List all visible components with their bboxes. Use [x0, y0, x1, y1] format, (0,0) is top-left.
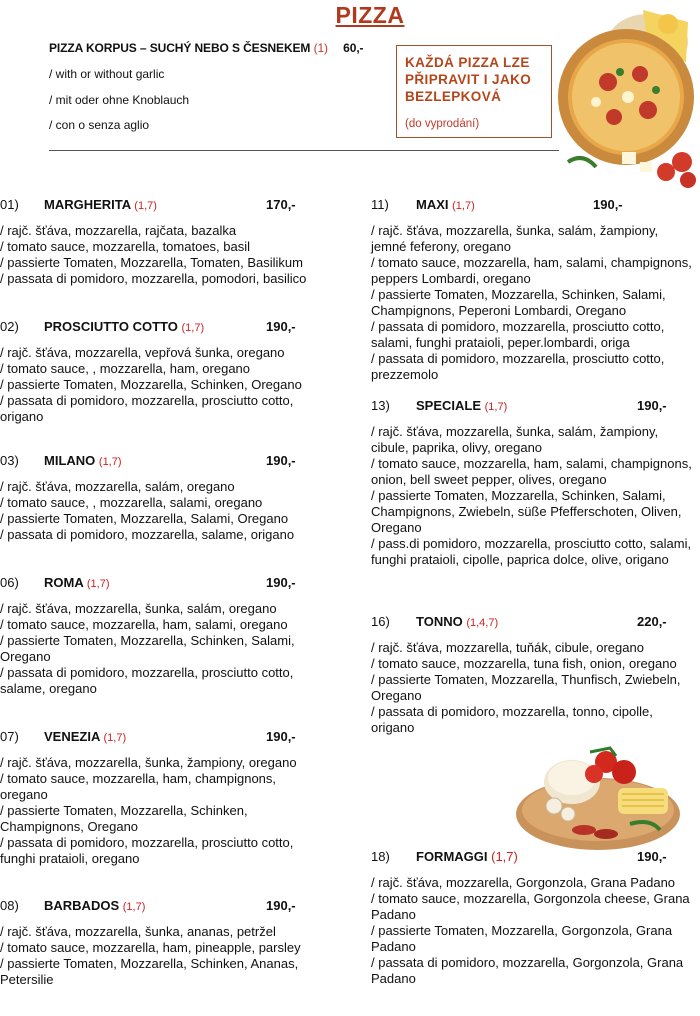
- item-description: / rajč. šťáva, mozzarella, tuňák, cibule, oregano / tomato sauce, mozzarella, tuna fish, onion, oregano / passierte Tomaten, Mozzarella, Thunfisch, Zwiebeln, Oregano / passata di pomidoro, mozzarella, tonno, cipolle, origano: [371, 640, 681, 735]
- item-number: 02): [0, 319, 19, 334]
- item-number: 08): [0, 898, 19, 913]
- item-number: 03): [0, 453, 19, 468]
- item-description: / rajč. šťáva, mozzarella, Gorgonzola, Grana Padano / tomato sauce, mozzarella, Gorgonzola cheese, Grana Padano / passierte Tomaten, Mozzarella, Gorgonzola, Grana Padano / passata di pomidoro, mozzarella, Gorgonzola, Grana Padano: [371, 875, 690, 986]
- gluten-free-note: (do vyprodání): [405, 118, 480, 130]
- item-price: 190,-: [637, 398, 667, 413]
- item-allergens: (1,7): [122, 901, 146, 913]
- item-price: 190,-: [266, 898, 296, 913]
- item-price: 190,-: [637, 849, 667, 864]
- crust-allergens: (1): [313, 41, 328, 55]
- item-allergens: (1,7): [134, 200, 157, 212]
- item-number: 07): [0, 729, 19, 744]
- item-allergens: (1,7): [98, 456, 122, 468]
- item-name: VENEZIA (1,7): [44, 729, 127, 744]
- pizza-photo-icon: [548, 2, 700, 192]
- item-number: 18): [371, 849, 390, 864]
- item-price: 220,-: [637, 614, 667, 629]
- item-allergens: (1,7): [86, 578, 110, 590]
- header-divider: [49, 150, 559, 151]
- item-description: / rajč. šťáva, mozzarella, šunka, ananas, petržel / tomato sauce, mozzarella, ham, pineapple, parsley / passierte Tomaten, Mozzarella, Schinken, Ananas, Petersilie: [0, 924, 301, 987]
- item-allergens: (1,7): [181, 322, 205, 334]
- item-name: SPECIALE (1,7): [416, 398, 508, 413]
- item-description: / rajč. šťáva, mozzarella, salám, oregano / tomato sauce, , mozzarella, salami, oregano / passierte Tomaten, Mozzarella, Salami, Oregano / passata di pomidoro, mozzarella, salame, origano: [0, 479, 295, 542]
- item-number: 16): [371, 614, 390, 629]
- menu-item: [371, 614, 693, 736]
- crust-price: 60,-: [343, 41, 364, 55]
- menu-item: [371, 197, 693, 383]
- item-price: 190,-: [266, 729, 296, 744]
- item-number: 11): [371, 197, 389, 212]
- gluten-free-text: KAŽDÁ PIZZA LZE PŘIPRAVIT I JAKO BEZLEPKOVÁ: [405, 55, 532, 104]
- item-number: 01): [0, 197, 19, 212]
- gluten-free-box: [396, 45, 552, 138]
- item-allergens: (1,7): [491, 849, 518, 864]
- menu-item: [371, 398, 693, 568]
- item-number: 13): [371, 398, 390, 413]
- menu-item: [0, 453, 330, 543]
- item-price: 170,-: [266, 197, 296, 212]
- item-description: / rajč. šťáva, mozzarella, šunka, žampiony, oregano / tomato sauce, mozzarella, ham, champignons, oregano / passierte Tomaten, Mozzarella, Schinken, Champignons, Oregano / passata di pomidoro, mozzarella, prosciutto cotto, funghi prataioli, oregano: [0, 755, 297, 866]
- item-name: TONNO (1,4,7): [416, 614, 499, 629]
- item-price: 190,-: [266, 319, 296, 334]
- menu-item: [0, 729, 330, 867]
- item-name: PROSCIUTTO COTTO (1,7): [44, 319, 205, 334]
- item-allergens: (1,7): [452, 200, 475, 212]
- menu-item: [0, 898, 330, 988]
- item-name: FORMAGGI (1,7): [416, 849, 518, 864]
- menu-item: [371, 849, 696, 987]
- item-description: / rajč. šťáva, mozzarella, šunka, salám, oregano / tomato sauce, mozzarella, ham, salami, oregano / passierte Tomaten, Mozzarella, Schinken, Salami, Oregano / passata di pomidoro, mozzarella, prosciutto cotto, salame, oregano: [0, 601, 295, 696]
- page-title: PIZZA: [335, 2, 405, 28]
- pizza-ingredients-board-icon: [510, 744, 682, 854]
- item-name: MAXI (1,7): [416, 197, 475, 212]
- menu-item: [0, 575, 330, 697]
- item-description: / rajč. šťáva, mozzarella, šunka, salám, žampiony, cibule, paprika, olivy, oregano / tomato sauce, mozzarella, ham, salami, champignons, onion, bell sweet pepper, olives, oregano / passierte Tomaten, Mozzarella, Schinken, Salami, Champignons, Zwiebeln, süße Pfefferschoten, Oliven, Oregano / pass.di pomidoro, mozzarella, prosciutto cotto, salami, funghi prataioli, cipolle, paprica dolce, olive, origano: [371, 424, 692, 567]
- crust-label: PIZZA KORPUS – SUCHÝ NEBO S ČESNEKEM: [49, 41, 311, 55]
- menu-item: [0, 319, 330, 425]
- item-number: 06): [0, 575, 19, 590]
- crust-option: [49, 41, 363, 55]
- item-description: / rajč. šťáva, mozzarella, šunka, salám, žampiony, jemné feferony, oregano / tomato sauce, mozzarella, ham, salami, champignons, peppers Lombardi, oregano / passierte Tomaten, Mozzarella, Schinken, Salami, Champignons, Peperoni Lombardi, Oregano / passata di pomidoro, mozzarella, prosciutto cotto, salami, funghi prataioli, peper.lombardi, origa / passata di pomidoro, mozzarella, prosciutto cotto, prezzemolo: [371, 223, 692, 382]
- item-price: 190,-: [266, 453, 296, 468]
- item-price: 190,-: [593, 197, 623, 212]
- item-name: MARGHERITA (1,7): [44, 197, 157, 212]
- item-allergens: (1,7): [103, 732, 127, 744]
- item-name: BARBADOS (1,7): [44, 898, 146, 913]
- item-allergens: (1,4,7): [466, 617, 499, 629]
- item-description: / rajč. šťáva, mozzarella, vepřová šunka, oregano / tomato sauce, , mozzarella, ham, oregano / passierte Tomaten, Mozzarella, Schinken, Oregano / passata di pomidoro, mozzarella, prosciutto cotto, origano: [0, 345, 302, 424]
- crust-translation-en: / with or without garlic: [49, 67, 165, 81]
- item-name: MILANO (1,7): [44, 453, 122, 468]
- item-price: 190,-: [266, 575, 296, 590]
- menu-item: [0, 197, 330, 287]
- item-allergens: (1,7): [484, 401, 508, 413]
- item-description: / rajč. šťáva, mozzarella, rajčata, bazalka / tomato sauce, mozzarella, tomatoes, basil / passierte Tomaten, Mozzarella, Tomaten, Basilikum / passata di pomidoro, mozzarella, pomodori, basilico: [0, 223, 307, 286]
- item-name: ROMA (1,7): [44, 575, 110, 590]
- crust-translation-de: / mit oder ohne Knoblauch: [49, 93, 190, 107]
- crust-translation-it: / con o senza aglio: [49, 118, 150, 132]
